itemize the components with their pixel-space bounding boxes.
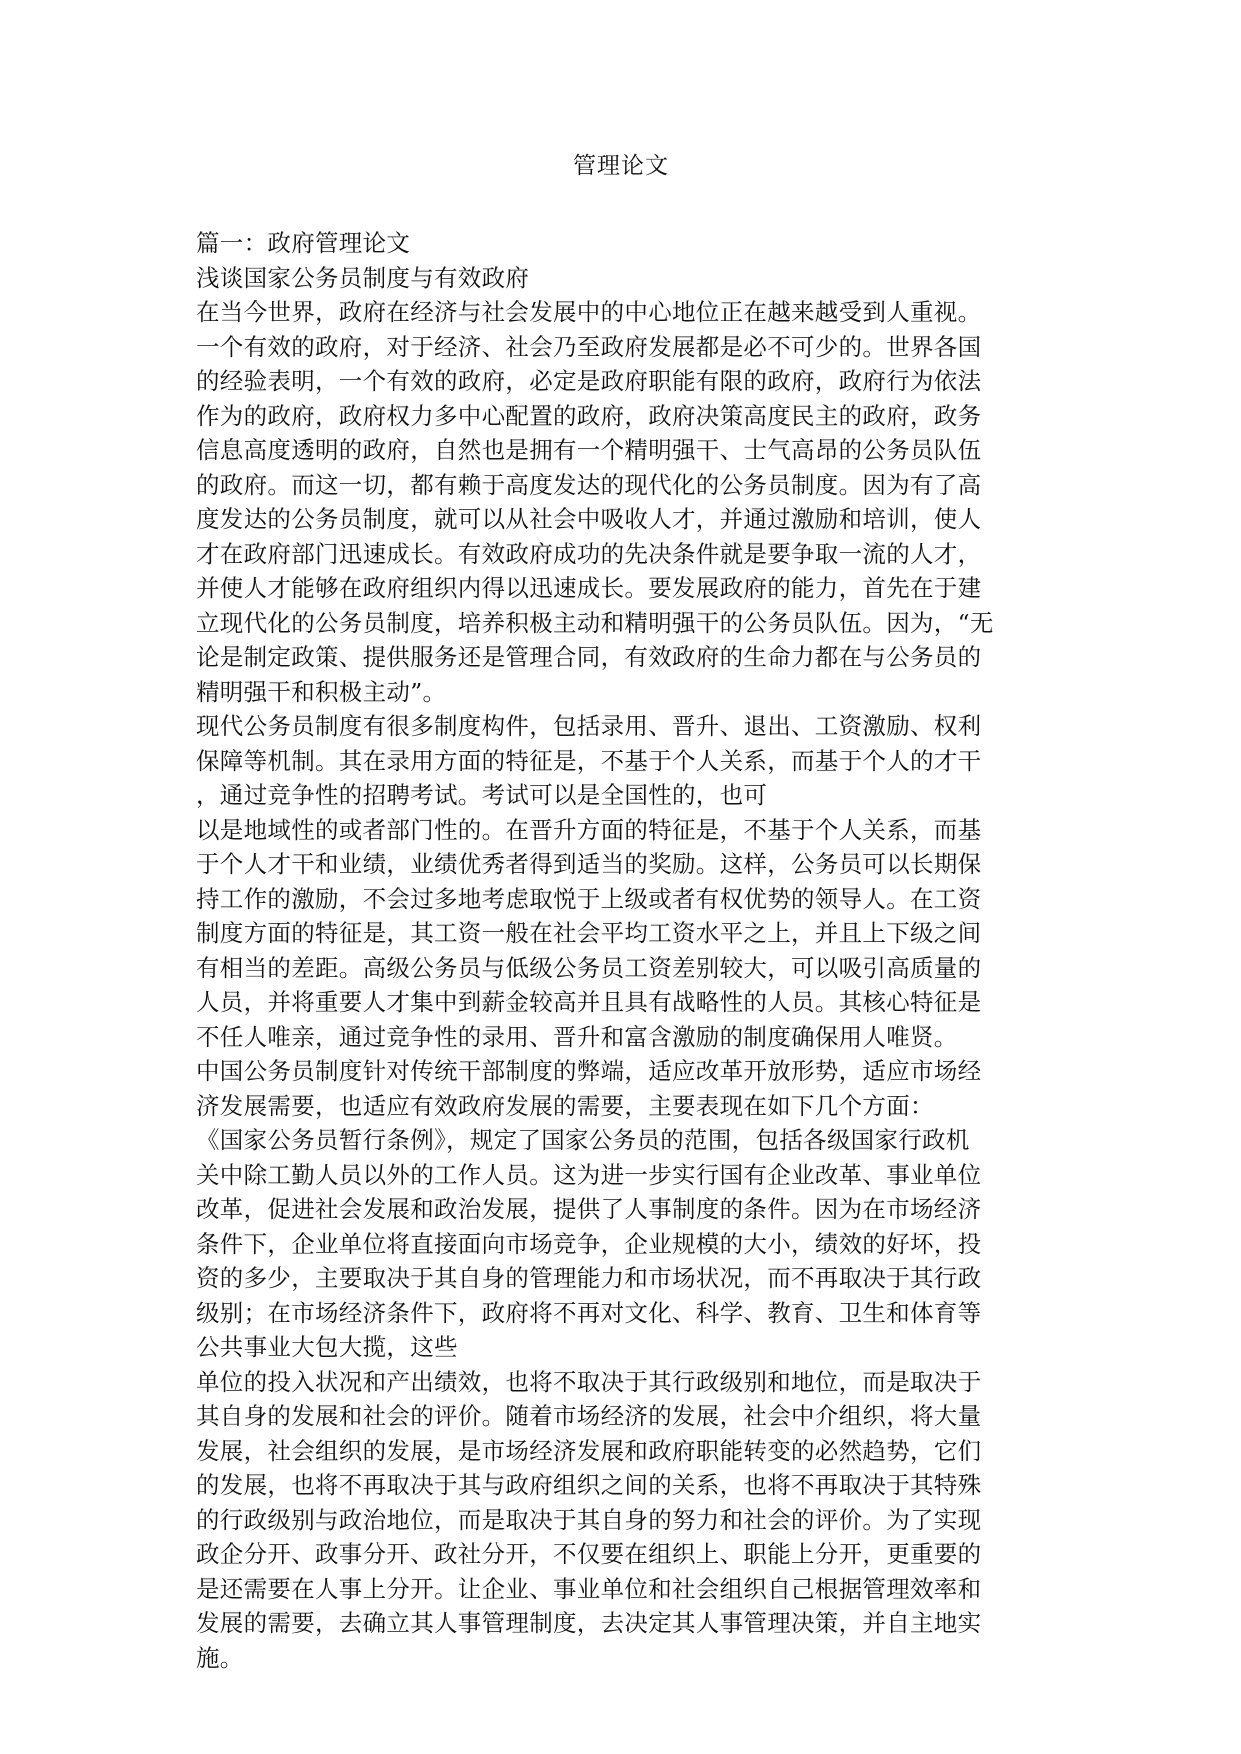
text-line: 政企分开、政事分开、政社分开，不仅要在组织上、职能上分开，更重要的 — [196, 1540, 982, 1568]
text-line: 不任人唯亲，通过竞争性的录用、晋升和富含激励的制度确保用人唯贤。 — [196, 1022, 958, 1051]
document-title: 管理论文 — [573, 153, 669, 179]
text-line: 并使人才能够在政府组织内得以迅速成长。要发展政府的能力，首先在于建 — [196, 574, 982, 602]
text-line: 有相当的差距。高级公务员与低级公务员工资差别较大，可以吸引高质量的 — [196, 953, 982, 982]
text-line: 论是制定政策、提供服务还是管理合同，有效政府的生命力都在与公务员的 — [196, 643, 982, 671]
text-line: 才在政府部门迅速成长。有效政府成功的先决条件就是要争取一流的人才， — [196, 539, 982, 568]
text-line: 在当今世界，政府在经济与社会发展中的中心地位正在越来越受到人重视。 — [196, 298, 982, 326]
text-line: 关中除工勤人员以外的工作人员。这为进一步实行国有企业改革、事业单位 — [196, 1160, 982, 1189]
text-line: 信息高度透明的政府，自然也是拥有一个精明强干、士气高昂的公务员队伍 — [196, 436, 982, 464]
text-line: 的经验表明，一个有效的政府，必定是政府职能有限的政府，政府行为依法 — [196, 367, 982, 395]
text-line: 单位的投入状况和产出绩效，也将不取决于其行政级别和地位，而是取决于 — [196, 1367, 982, 1396]
text-line: 条件下，企业单位将直接面向市场竞争，企业规模的大小，绩效的好坏，投 — [196, 1229, 982, 1258]
text-line: 一个有效的政府，对于经济、社会乃至政府发展都是必不可少的。世界各国 — [196, 332, 982, 361]
text-line: 其自身的发展和社会的评价。随着市场经济的发展，社会中介组织，将大量 — [196, 1402, 982, 1430]
text-line: 篇一：政府管理论文 — [196, 229, 411, 257]
text-line: 改革，促进社会发展和政治发展，提供了人事制度的条件。因为在市场经济 — [196, 1195, 982, 1223]
text-line: 资的多少，主要取决于其自身的管理能力和市场状况，而不再取决于其行政 — [196, 1264, 982, 1292]
document-page — [196, 150, 1046, 1675]
text-line: 制度方面的特征是，其工资一般在社会平均工资水平之上，并且上下级之间 — [196, 919, 982, 947]
text-line: 精明强干和积极主动”。 — [196, 677, 447, 706]
text-line: 级别；在市场经济条件下，政府将不再对文化、科学、教育、卫生和体育等 — [196, 1298, 982, 1327]
text-line: 中国公务员制度针对传统干部制度的弊端，适应改革开放形势，适应市场经 — [196, 1057, 982, 1085]
text-line: ，通过竞争性的招聘考试。考试可以是全国性的，也可 — [196, 781, 768, 809]
text-line: 发展，社会组织的发展，是市场经济发展和政府职能转变的必然趋势，它们 — [196, 1436, 982, 1465]
text-line: 是还需要在人事上分开。让企业、事业单位和社会组织自己根据管理效率和 — [196, 1574, 982, 1603]
text-line: 立现代化的公务员制度，培养积极主动和精明强干的公务员队伍。因为，“无 — [196, 608, 994, 637]
document-body — [196, 226, 1046, 1675]
text-line: 的发展，也将不再取决于其与政府组织之间的关系，也将不再取决于其特殊 — [196, 1471, 982, 1499]
text-line: 济发展需要，也适应有效政府发展的需要，主要表现在如下几个方面： — [196, 1091, 934, 1120]
text-line: 的政府。而这一切，都有赖于高度发达的现代化的公务员制度。因为有了高 — [196, 470, 982, 499]
text-line: 浅谈国家公务员制度与有效政府 — [196, 263, 530, 292]
text-line: 的行政级别与政治地位，而是取决于其自身的努力和社会的评价。为了实现 — [196, 1505, 982, 1534]
text-line: 发展的需要，去确立其人事管理制度，去决定其人事管理决策，并自主地实 — [196, 1609, 982, 1637]
text-line: 持工作的激励，不会过多地考虑取悦于上级或者有权优势的领导人。在工资 — [196, 884, 982, 913]
text-line: 现代公务员制度有很多制度构件，包括录用、晋升、退出、工资激励、权利 — [196, 712, 982, 740]
text-line: 保障等机制。其在录用方面的特征是，不基于个人关系，而基于个人的才干 — [196, 746, 982, 775]
text-line: 公共事业大包大揽，这些 — [196, 1333, 458, 1361]
text-line: 于个人才干和业绩，业绩优秀者得到适当的奖励。这样，公务员可以长期保 — [196, 850, 982, 878]
text-line: 以是地域性的或者部门性的。在晋升方面的特征是，不基于个人关系，而基 — [196, 815, 982, 844]
text-line: 人员，并将重要人才集中到薪金较高并且具有战略性的人员。其核心特征是 — [196, 988, 982, 1016]
text-line: 施。 — [196, 1643, 244, 1672]
text-line: 作为的政府，政府权力多中心配置的政府，政府决策高度民主的政府，政务 — [196, 401, 982, 430]
text-line: 度发达的公务员制度，就可以从社会中吸收人才，并通过激励和培训，使人 — [196, 505, 982, 533]
text-line: 《国家公务员暂行条例》，规定了国家公务员的范围，包括各级国家行政机 — [196, 1126, 970, 1154]
